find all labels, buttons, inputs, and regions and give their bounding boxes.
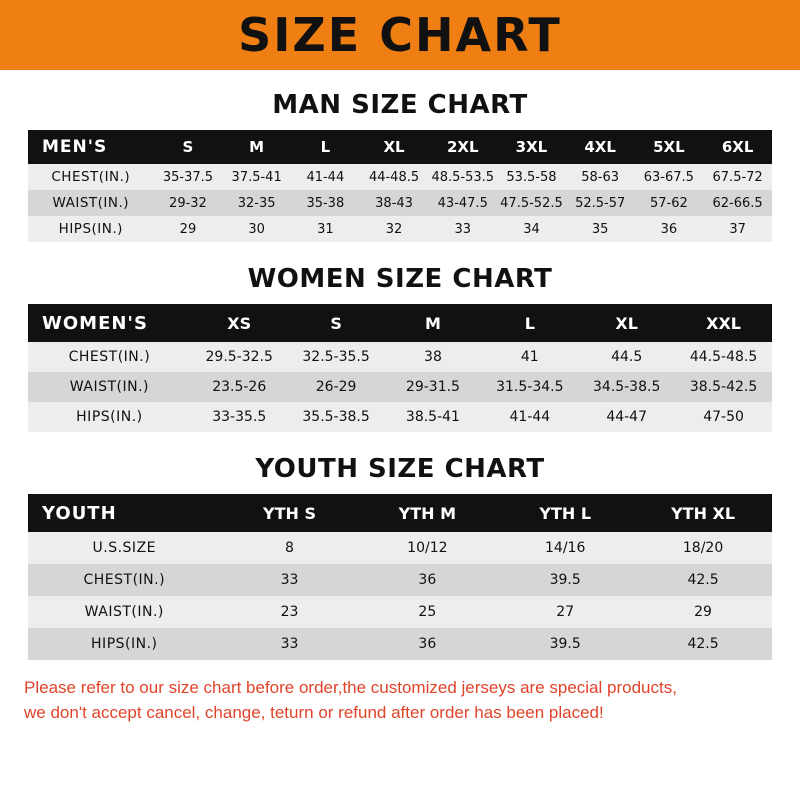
women-cell-1-5: 38.5-42.5 bbox=[675, 372, 772, 402]
table-row bbox=[28, 216, 772, 242]
youth-size-table bbox=[28, 494, 772, 660]
table-row bbox=[28, 372, 772, 402]
women-header-cell-0: WOMEN'S bbox=[28, 304, 191, 342]
women-cell-1-4: 34.5-38.5 bbox=[578, 372, 675, 402]
women-table-header bbox=[28, 304, 772, 342]
women-header-cell-5: XL bbox=[578, 304, 675, 342]
youth-row-3-label: HIPS(IN.) bbox=[28, 628, 221, 660]
man-cell-1-4: 43-47.5 bbox=[428, 190, 497, 216]
table-row bbox=[28, 564, 772, 596]
women-header-cell-1: XS bbox=[191, 304, 288, 342]
table-row bbox=[28, 532, 772, 564]
man-cell-2-5: 34 bbox=[497, 216, 566, 242]
table-header-row bbox=[28, 304, 772, 342]
youth-cell-2-0: 23 bbox=[221, 596, 359, 628]
youth-cell-2-3: 29 bbox=[634, 596, 772, 628]
man-cell-0-1: 37.5-41 bbox=[222, 164, 291, 190]
women-cell-0-0: 29.5-32.5 bbox=[191, 342, 288, 372]
man-header-cell-0: MEN'S bbox=[28, 130, 154, 164]
man-header-cell-3: L bbox=[291, 130, 360, 164]
man-header-cell-4: XL bbox=[360, 130, 429, 164]
man-cell-1-5: 47.5-52.5 bbox=[497, 190, 566, 216]
man-row-2-label: HIPS(IN.) bbox=[28, 216, 154, 242]
youth-header-cell-0: YOUTH bbox=[28, 494, 221, 532]
youth-table-header bbox=[28, 494, 772, 532]
table-row bbox=[28, 402, 772, 432]
man-cell-0-4: 48.5-53.5 bbox=[428, 164, 497, 190]
man-header-cell-9: 6XL bbox=[703, 130, 772, 164]
women-cell-2-5: 47-50 bbox=[675, 402, 772, 432]
women-cell-2-3: 41-44 bbox=[481, 402, 578, 432]
youth-cell-3-1: 36 bbox=[358, 628, 496, 660]
man-cell-1-0: 29-32 bbox=[154, 190, 223, 216]
man-cell-2-0: 29 bbox=[154, 216, 223, 242]
youth-header-cell-3: YTH L bbox=[496, 494, 634, 532]
youth-cell-0-0: 8 bbox=[221, 532, 359, 564]
women-cell-1-2: 29-31.5 bbox=[385, 372, 482, 402]
man-table-body bbox=[28, 164, 772, 242]
youth-chart-wrapper bbox=[28, 494, 772, 660]
women-cell-1-0: 23.5-26 bbox=[191, 372, 288, 402]
youth-cell-3-0: 33 bbox=[221, 628, 359, 660]
youth-cell-2-2: 27 bbox=[496, 596, 634, 628]
youth-header-cell-2: YTH M bbox=[358, 494, 496, 532]
women-table-body bbox=[28, 342, 772, 432]
man-header-cell-2: M bbox=[222, 130, 291, 164]
youth-header-cell-1: YTH S bbox=[221, 494, 359, 532]
women-cell-0-5: 44.5-48.5 bbox=[675, 342, 772, 372]
man-table-header bbox=[28, 130, 772, 164]
table-row bbox=[28, 628, 772, 660]
man-header-cell-8: 5XL bbox=[635, 130, 704, 164]
youth-cell-3-3: 42.5 bbox=[634, 628, 772, 660]
man-cell-2-8: 37 bbox=[703, 216, 772, 242]
man-chart-wrapper bbox=[28, 130, 772, 242]
youth-header-cell-4: YTH XL bbox=[634, 494, 772, 532]
table-row bbox=[28, 342, 772, 372]
footer-line-2: we don't accept cancel, change, teturn or refund after order has been placed! bbox=[24, 702, 604, 722]
youth-row-2-label: WAIST(IN.) bbox=[28, 596, 221, 628]
youth-cell-1-3: 42.5 bbox=[634, 564, 772, 596]
women-cell-2-2: 38.5-41 bbox=[385, 402, 482, 432]
women-header-cell-2: S bbox=[288, 304, 385, 342]
women-header-cell-6: XXL bbox=[675, 304, 772, 342]
women-size-table bbox=[28, 304, 772, 432]
man-cell-0-3: 44-48.5 bbox=[360, 164, 429, 190]
man-size-table bbox=[28, 130, 772, 242]
man-row-1-label: WAIST(IN.) bbox=[28, 190, 154, 216]
man-cell-2-2: 31 bbox=[291, 216, 360, 242]
man-cell-2-4: 33 bbox=[428, 216, 497, 242]
women-cell-1-3: 31.5-34.5 bbox=[481, 372, 578, 402]
youth-cell-1-0: 33 bbox=[221, 564, 359, 596]
man-row-0-label: CHEST(IN.) bbox=[28, 164, 154, 190]
women-cell-2-1: 35.5-38.5 bbox=[288, 402, 385, 432]
man-cell-0-8: 67.5-72 bbox=[703, 164, 772, 190]
footer-line-1: Please refer to our size chart before order,the customized jerseys are special products, bbox=[24, 678, 677, 697]
youth-cell-0-1: 10/12 bbox=[358, 532, 496, 564]
youth-cell-2-1: 25 bbox=[358, 596, 496, 628]
man-cell-0-2: 41-44 bbox=[291, 164, 360, 190]
table-row bbox=[28, 164, 772, 190]
man-cell-1-6: 52.5-57 bbox=[566, 190, 635, 216]
youth-section-title: YOUTH SIZE CHART bbox=[255, 454, 545, 484]
footer-disclaimer bbox=[24, 676, 776, 725]
youth-row-1-label: CHEST(IN.) bbox=[28, 564, 221, 596]
women-section-title: WOMEN SIZE CHART bbox=[247, 264, 553, 294]
man-header-cell-6: 3XL bbox=[497, 130, 566, 164]
women-chart-wrapper bbox=[28, 304, 772, 432]
man-cell-1-2: 35-38 bbox=[291, 190, 360, 216]
youth-cell-3-2: 39.5 bbox=[496, 628, 634, 660]
women-cell-0-2: 38 bbox=[385, 342, 482, 372]
women-cell-2-0: 33-35.5 bbox=[191, 402, 288, 432]
man-header-cell-1: S bbox=[154, 130, 223, 164]
youth-cell-1-2: 39.5 bbox=[496, 564, 634, 596]
man-cell-2-1: 30 bbox=[222, 216, 291, 242]
man-section-title: MAN SIZE CHART bbox=[272, 90, 528, 120]
man-cell-1-8: 62-66.5 bbox=[703, 190, 772, 216]
women-row-1-label: WAIST(IN.) bbox=[28, 372, 191, 402]
man-cell-0-0: 35-37.5 bbox=[154, 164, 223, 190]
women-row-0-label: CHEST(IN.) bbox=[28, 342, 191, 372]
youth-cell-1-1: 36 bbox=[358, 564, 496, 596]
page-title: SIZE CHART bbox=[238, 8, 562, 62]
table-header-row bbox=[28, 130, 772, 164]
women-header-cell-4: L bbox=[481, 304, 578, 342]
women-row-2-label: HIPS(IN.) bbox=[28, 402, 191, 432]
women-cell-2-4: 44-47 bbox=[578, 402, 675, 432]
women-header-cell-3: M bbox=[385, 304, 482, 342]
man-cell-2-3: 32 bbox=[360, 216, 429, 242]
man-header-cell-7: 4XL bbox=[566, 130, 635, 164]
man-cell-1-3: 38-43 bbox=[360, 190, 429, 216]
man-cell-1-1: 32-35 bbox=[222, 190, 291, 216]
women-cell-0-3: 41 bbox=[481, 342, 578, 372]
table-header-row bbox=[28, 494, 772, 532]
women-cell-0-4: 44.5 bbox=[578, 342, 675, 372]
women-cell-1-1: 26-29 bbox=[288, 372, 385, 402]
header-banner bbox=[0, 0, 800, 70]
man-cell-2-7: 36 bbox=[635, 216, 704, 242]
youth-cell-0-3: 18/20 bbox=[634, 532, 772, 564]
youth-cell-0-2: 14/16 bbox=[496, 532, 634, 564]
youth-table-body bbox=[28, 532, 772, 660]
man-cell-0-5: 53.5-58 bbox=[497, 164, 566, 190]
women-cell-0-1: 32.5-35.5 bbox=[288, 342, 385, 372]
man-cell-1-7: 57-62 bbox=[635, 190, 704, 216]
man-cell-0-7: 63-67.5 bbox=[635, 164, 704, 190]
man-cell-2-6: 35 bbox=[566, 216, 635, 242]
man-cell-0-6: 58-63 bbox=[566, 164, 635, 190]
youth-row-0-label: U.S.SIZE bbox=[28, 532, 221, 564]
table-row bbox=[28, 190, 772, 216]
table-row bbox=[28, 596, 772, 628]
man-header-cell-5: 2XL bbox=[428, 130, 497, 164]
